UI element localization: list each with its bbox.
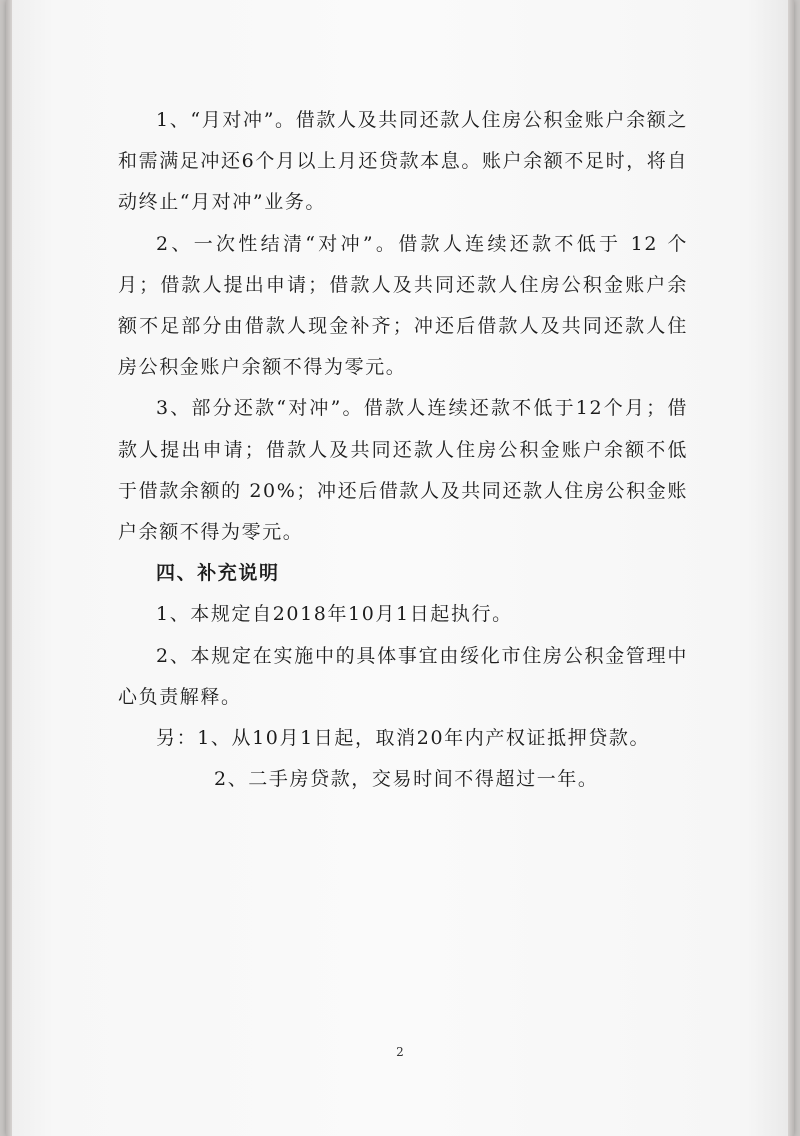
note-line-1: 另：1、从10月1日起，取消20年内产权证抵押贷款。 xyxy=(156,727,651,750)
page-edge-left xyxy=(6,0,12,1136)
page-edge-right xyxy=(788,0,794,1136)
supplement-item-interpretation: 2、本规定在实施中的具体事宜由绥化市住房公积金管理中心负责解释。 xyxy=(118,644,688,708)
paragraph-one-time-settlement: 2、一次性结清“对冲”。借款人连续还款不低于 12 个月；借款人提出申请；借款人及共同还款人住房公积金账户余额不足部分由借款人现金补齐；冲还后借款人及共同还款人住房公积金账户余额不得为零元。 xyxy=(118,232,688,379)
page-number: 2 xyxy=(396,1045,404,1059)
document-body xyxy=(118,100,688,800)
note-line-2: 2、二手房贷款，交易时间不得超过一年。 xyxy=(214,768,599,791)
section-heading: 四、补充说明 xyxy=(156,562,280,585)
paragraph-monthly-offset: 1、“月对冲”。借款人及共同还款人住房公积金账户余额之和需满足冲还6个月以上月还贷款本息。账户余额不足时，将自动终止“月对冲”业务。 xyxy=(118,109,688,214)
paragraph-partial-repayment: 3、部分还款“对冲”。借款人连续还款不低于12个月；借款人提出申请；借款人及共同还款人住房公积金账户余额不低于借款余额的 20%；冲还后借款人及共同还款人住房公积金账户余额不得为零元。 xyxy=(118,397,688,544)
supplement-item-effective-date: 1、本规定自2018年10月1日起执行。 xyxy=(156,603,513,626)
